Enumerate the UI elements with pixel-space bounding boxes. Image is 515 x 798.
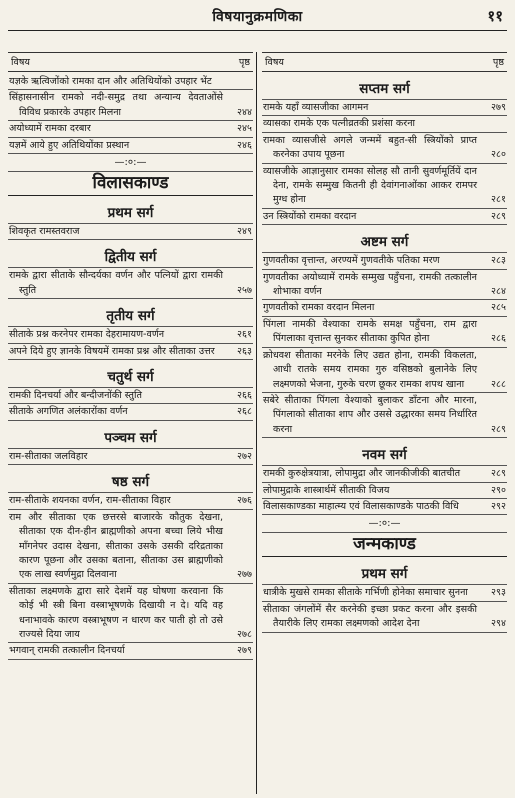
entry-text: रामके यहाँ व्यासजीका आगमन <box>263 102 369 113</box>
entry-text: सीताका जंगलोंमें सैर करनेकी इच्छा प्रकट करना और इसकी तैयारीके लिए रामका लक्ष्मणको आदेश देना <box>263 603 477 630</box>
entry-text: व्यासका रामके एक पत्नीव्रतकी प्रशंसा करना <box>263 118 416 130</box>
entry-page-number: २८१ <box>491 194 506 206</box>
entry-text: यज्ञमें आये हुए अतिथियोंका प्रस्थान <box>9 139 130 151</box>
entry-page-number: २७८ <box>237 628 252 640</box>
entry-text: व्यासजीके आज्ञानुसार रामका सोलह सौ तानी सुवर्णमूर्तियें दान देना, रामके सम्मुख कितनी ही देवांगनाओंका आकर रामपर मुग्ध होना <box>263 165 477 206</box>
entry-page-number: २६३ <box>237 345 252 357</box>
entry-text: यज्ञके ऋत्विजोंको रामका दान और अतिथियोंको उपहार भेंट <box>9 76 212 87</box>
toc-entry <box>262 317 507 348</box>
entry-page-number: २६६ <box>237 390 252 402</box>
entry-page-number: २६१ <box>237 329 252 341</box>
toc-entry <box>8 138 253 154</box>
entry-text: सीताका लक्ष्मणके द्वारा सारे देशमें यह घोषणा करवाना कि कोई भी स्त्री बिना वस्त्राभूषणके दिखायी न दे। यदि वह धनाभावके कारण वस्त्राभूषण न धारण कर पाती हो तो उसे राज्यसे दिया जाय <box>9 585 223 640</box>
section-heading: तृतीय सर्ग <box>8 306 253 327</box>
toc-entry <box>8 121 253 137</box>
entry-page-number: २९४ <box>491 618 506 630</box>
toc-entry <box>262 209 507 225</box>
entry-text: उन स्त्रियोंको रामका वरदान <box>263 210 357 222</box>
entry-page-number: २८९ <box>491 210 506 222</box>
section-heading: अष्टम सर्ग <box>262 232 507 253</box>
entry-page-number: २९३ <box>491 587 506 599</box>
page-header <box>0 0 515 28</box>
entry-page-number: २४६ <box>237 139 252 151</box>
toc-entry <box>262 116 507 132</box>
section-heading: नवम सर्ग <box>262 445 507 466</box>
toc-entry <box>262 100 507 116</box>
toc-entry <box>262 585 507 601</box>
right-column <box>262 52 507 794</box>
entry-text: विलासकाण्डका माहात्म्य एवं विलासकाण्डके पाठकी विधि <box>263 500 459 512</box>
separator: —:०:— <box>368 518 401 530</box>
section-heading: पञ्चम सर्ग <box>8 428 253 449</box>
toc-entry <box>8 224 253 240</box>
entry-text: राम-सीताके शयनका वर्णन, राम-सीताका विहार <box>9 495 171 507</box>
entry-text: रामका व्यासजीसे अगले जन्ममें बहुत-सी स्त्रियोंको प्राप्त करनेका उपाय पूछना <box>263 134 477 161</box>
toc-entry <box>8 268 253 299</box>
toc-entry <box>262 499 507 515</box>
toc-entry <box>8 643 253 659</box>
header-rule <box>8 30 507 31</box>
entry-text: रामकी कुरुक्षेत्रयात्रा, लोपामुद्रा और जानकीजीकी बातचीत <box>263 468 461 480</box>
kanda-heading: विलासकाण्ड <box>8 171 253 196</box>
section-heading: षष्ठ सर्ग <box>8 472 253 493</box>
toc-entry <box>262 602 507 633</box>
entry-page-number: २७९ <box>491 102 506 113</box>
entry-text: राम और सीताका एक छत्तरसे बाजारके कौतुक देखना, सीताका एक दीन-हीन ब्राह्मणीको अपना बच्चा लिये भीख माँगनेपर उदास देखना, सीताका उसके उसकी दरिद्रताका कारण पूछना और उसका बताना, सीताका उस ब्राह्मणीको एक लाख स्वर्णमुद्रा दिलवाना <box>9 511 223 581</box>
toc-entry <box>262 300 507 316</box>
left-column <box>8 52 253 794</box>
entry-page-number: २८९ <box>491 423 506 435</box>
toc-entry <box>8 510 253 584</box>
toc-entry <box>262 133 507 164</box>
entry-text: धात्रीके मुखसे रामका सीताके गर्भिणी होनेका समाचार सुनना <box>263 587 468 599</box>
entry-text: सबेरे सीताका पिंगला वेश्याको बुलाकर डाँटना और मारना, पिंगलाको सीताका शाप और उससे उद्धारका समय निर्धारित करना <box>263 394 477 435</box>
toc-entry <box>262 466 507 482</box>
toc-entry <box>8 584 253 644</box>
page-title: विषयानुक्रमणिका <box>212 9 303 25</box>
toc-entry <box>8 388 253 404</box>
entry-text: शिवकृत रामस्तवराज <box>9 226 80 238</box>
entry-page-number: २७६ <box>237 495 252 507</box>
entry-text: क्रोधवश सीताका मरनेके लिए उद्यत होना, रामकी विकलता, आधी रातके समय रामका गुरु वसिष्ठको बुलानेके लिए लक्ष्मणको भेजना, गुरुके चरण छूकर रामका शपथ खाना <box>263 349 477 390</box>
entry-text: रामकी दिनचर्या और बन्दीजनोंकी स्तुति <box>9 390 142 402</box>
entry-page-number: २४९ <box>237 226 252 238</box>
entry-text: रामके द्वारा सीताके सौन्दर्यका वर्णन और पत्नियों द्वारा रामकी स्तुति <box>9 270 223 296</box>
subject-heading: विषय <box>265 57 284 68</box>
entry-page-number: २८४ <box>491 286 506 298</box>
toc-entry <box>8 90 253 121</box>
entry-page-number: २७२ <box>237 450 252 462</box>
right-entries <box>262 79 507 633</box>
entry-text: सिंहासनासीन रामको नदी-समुद्र तथा अन्यान्य देवताओंसे विविध प्रकारके उपहार मिलना <box>9 92 223 118</box>
entry-page-number: २८९ <box>491 468 506 480</box>
section-heading: प्रथम सर्ग <box>262 564 507 585</box>
entry-page-number: २७९ <box>237 645 252 657</box>
entry-text: भगवान् रामकी तत्कालीन दिनचर्या <box>9 645 125 657</box>
entry-page-number: २८३ <box>491 255 506 267</box>
entry-page-number: २९० <box>491 484 506 496</box>
entry-text: सीताके प्रश्न करनेपर रामका देहरामायण-वर्णन <box>9 329 165 341</box>
toc-entry <box>8 449 253 465</box>
section-heading: चतुर्थ सर्ग <box>8 367 253 388</box>
column-divider <box>256 52 257 794</box>
entry-page-number: २४५ <box>237 123 252 135</box>
entry-text: गुणवतीको रामका वरदान मिलना <box>263 302 375 314</box>
separator: —:०:— <box>114 157 147 169</box>
entry-page-number: २५७ <box>237 284 252 296</box>
entry-text: लोपामुद्राके शास्त्रार्थमें सीताकी विजय <box>263 484 390 496</box>
toc-entry <box>262 270 507 301</box>
entry-text: गुणवतीका अयोध्यामें रामके सम्मुख पहुँचना, रामकी तत्कालीन शोभाका वर्णन <box>263 271 477 298</box>
entry-page-number: २७७ <box>237 569 252 581</box>
entry-page-number: २८६ <box>491 333 506 345</box>
page-number: ११ <box>487 7 503 25</box>
kanda-heading: जन्मकाण्ड <box>262 532 507 557</box>
page-heading: पृष्ठ <box>492 57 504 68</box>
toc-entry <box>262 348 507 393</box>
entry-text: गुणवतीका वृत्तान्त, अरण्यमें गुणवतीके पतिका मरण <box>263 255 440 267</box>
entry-text: सीताके अगणित अलंकारोंका वर्णन <box>9 406 128 418</box>
page-heading: पृष्ठ <box>238 57 250 68</box>
toc-entry <box>262 164 507 209</box>
entry-page-number: २९२ <box>491 500 506 512</box>
entry-page-number: २८५ <box>491 302 506 314</box>
entry-page-number: २८८ <box>491 378 506 390</box>
toc-entry <box>8 404 253 420</box>
section-heading: सप्तम सर्ग <box>262 79 507 100</box>
section-heading: द्वितीय सर्ग <box>8 247 253 268</box>
right-column-header <box>262 52 507 72</box>
toc-entry <box>262 253 507 269</box>
entry-text: राम-सीताका जलविहार <box>9 450 88 462</box>
toc-entry <box>8 344 253 360</box>
entry-page-number: २४४ <box>237 106 252 118</box>
entry-text: पिंगला नामकी वेश्याका रामके समक्ष पहुँचना, राम द्वारा पिंगलाका वृत्तान्त सुनकर सीताका कुपित होना <box>263 318 477 345</box>
toc-entry <box>262 393 507 438</box>
entry-page-number: २८० <box>491 149 506 161</box>
toc-entry <box>8 493 253 509</box>
section-heading: प्रथम सर्ग <box>8 203 253 224</box>
entry-text: अपने दिये हुए ज्ञानके विषयमें रामका प्रश्न और सीताका उत्तर <box>9 345 215 357</box>
toc-entry <box>8 327 253 343</box>
toc-entry <box>8 74 253 90</box>
left-column-header <box>8 52 253 72</box>
toc-entry <box>262 483 507 499</box>
entry-text: अयोध्यामें रामका दरबार <box>9 123 91 135</box>
entry-page-number: २६८ <box>237 406 252 418</box>
left-entries <box>8 74 253 660</box>
subject-heading: विषय <box>11 57 30 68</box>
